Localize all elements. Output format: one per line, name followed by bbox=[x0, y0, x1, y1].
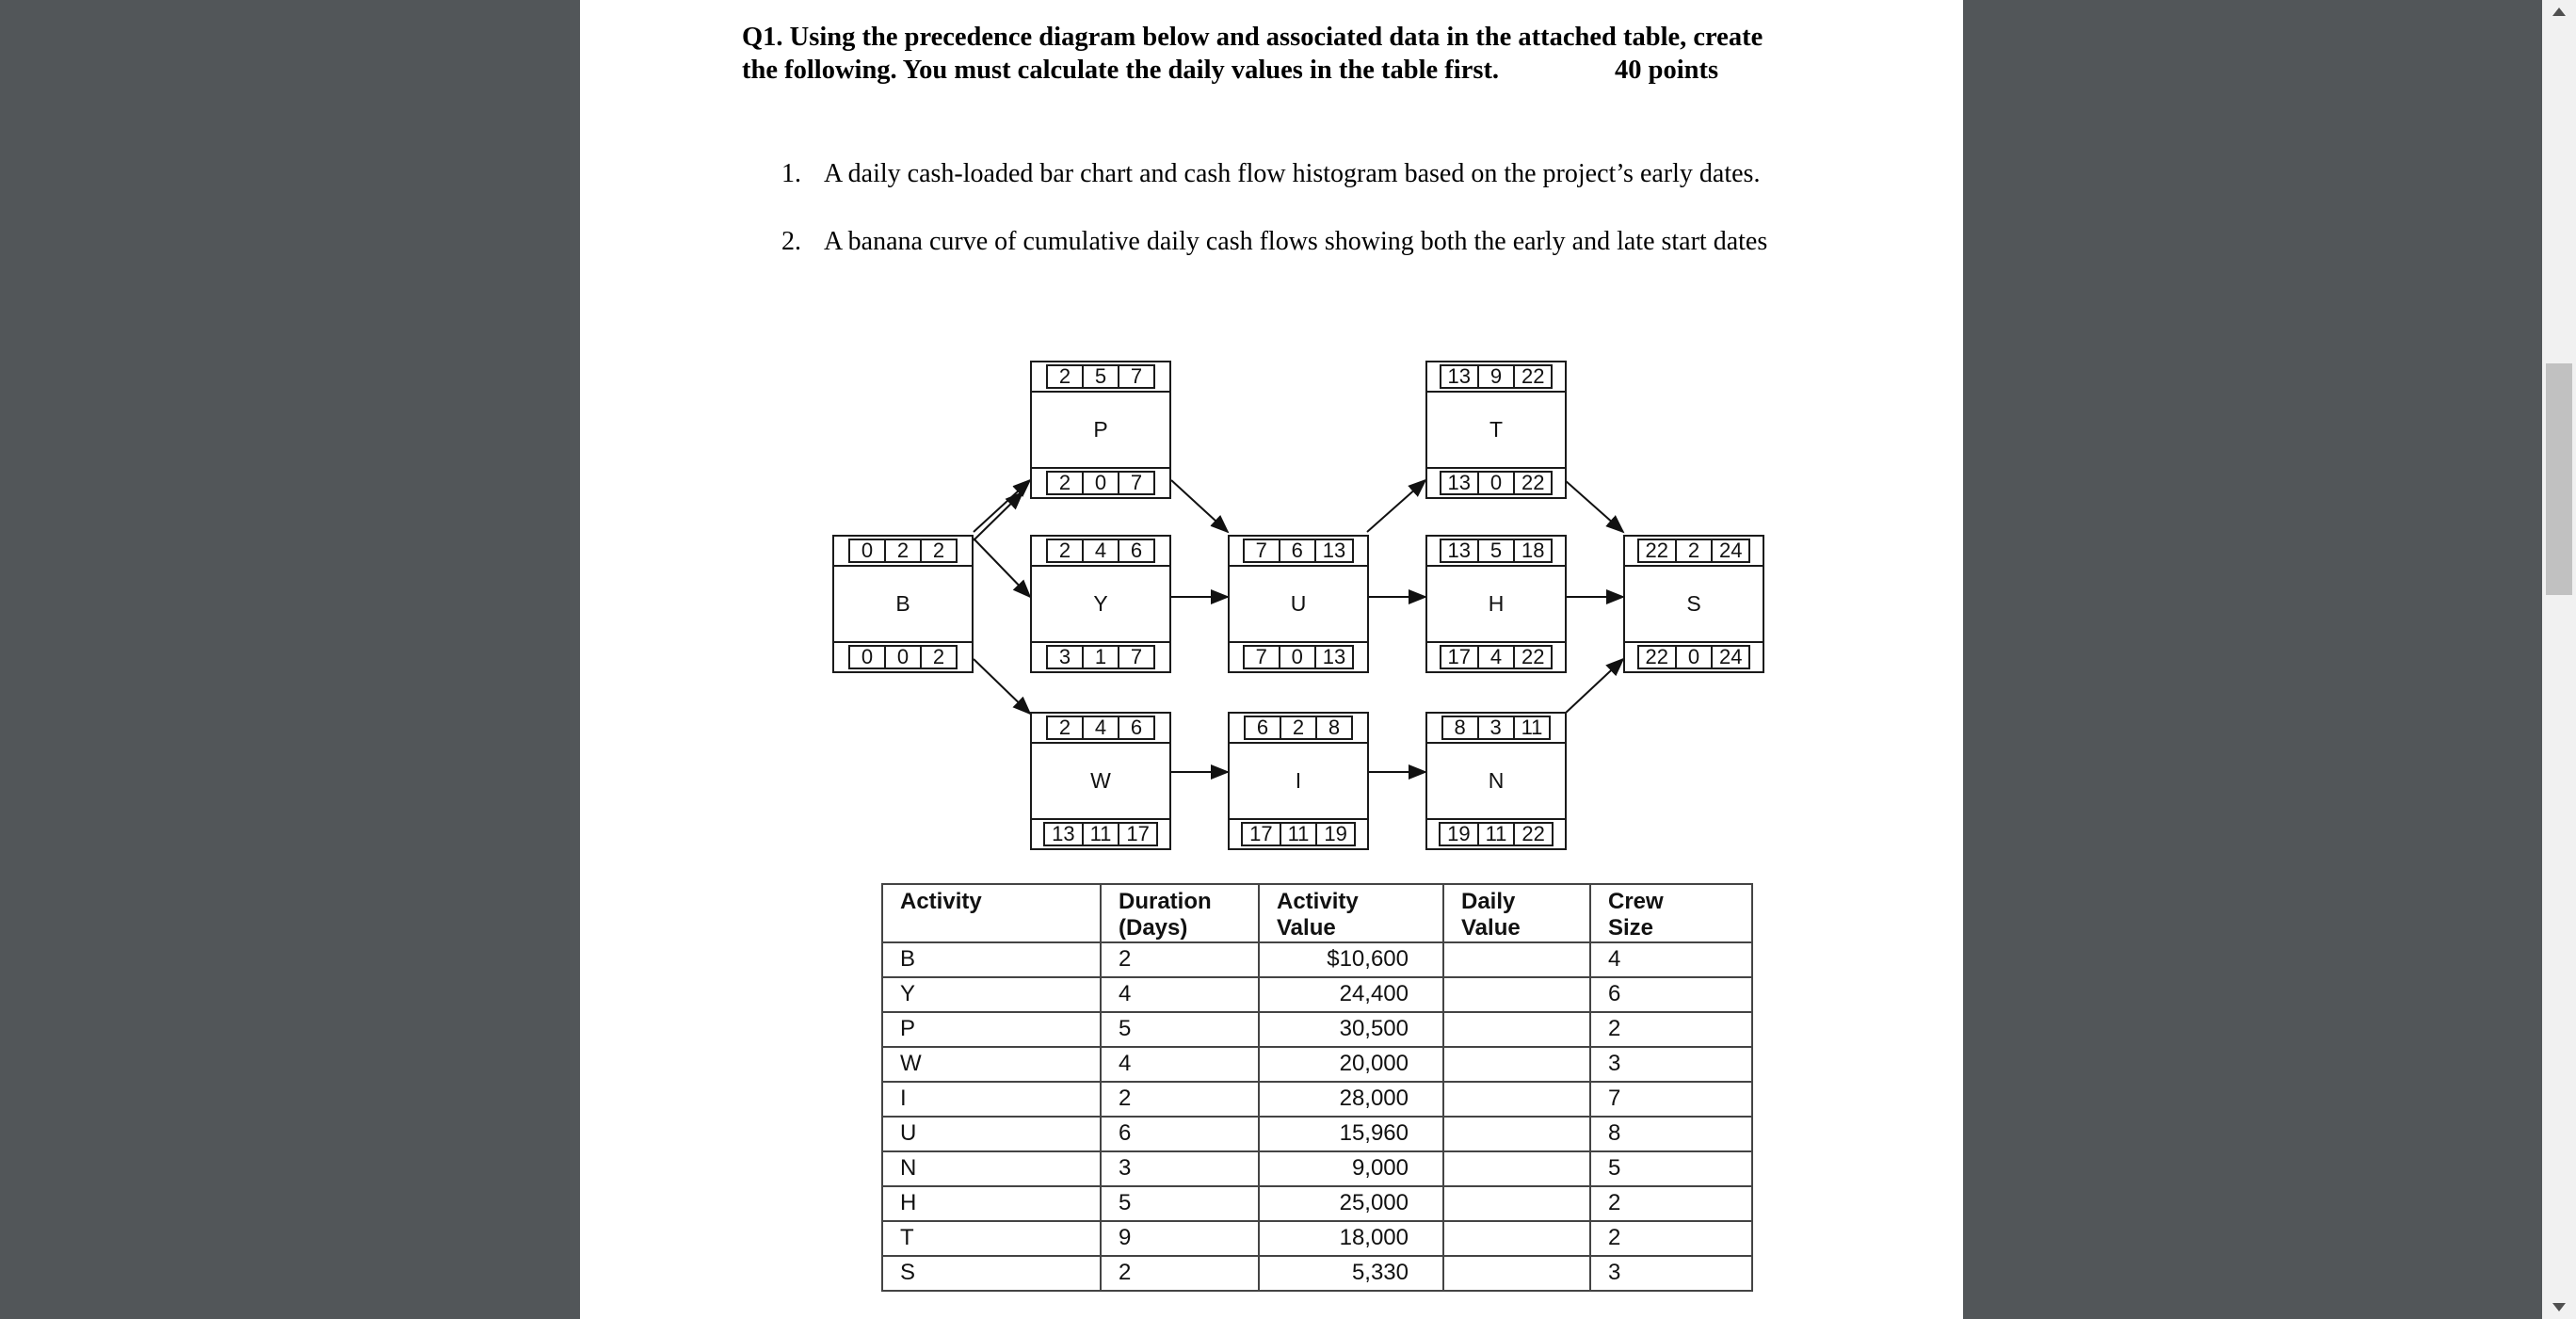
header-text: Crew bbox=[1608, 889, 1664, 914]
early-start: 8 bbox=[1443, 717, 1479, 738]
float: 0 bbox=[1280, 647, 1316, 668]
activity-node-n bbox=[1425, 712, 1567, 850]
cell-daily-value bbox=[1443, 1186, 1590, 1221]
cell-crew-size: 2 bbox=[1590, 1186, 1752, 1221]
table-row bbox=[882, 1047, 1752, 1082]
duration: 4 bbox=[1084, 717, 1119, 738]
late-start: 17 bbox=[1441, 647, 1479, 668]
activity-node-t bbox=[1425, 361, 1567, 499]
early-start: 13 bbox=[1441, 366, 1479, 387]
arrow-n-s bbox=[1565, 659, 1623, 714]
activity-node-u bbox=[1228, 535, 1369, 673]
late-start: 22 bbox=[1639, 647, 1677, 668]
activity-label: B bbox=[834, 565, 972, 643]
cell-activity: S bbox=[882, 1256, 1101, 1291]
cell-activity-value: 15,960 bbox=[1259, 1117, 1443, 1151]
cell-activity: B bbox=[882, 942, 1101, 977]
early-start: 2 bbox=[1048, 540, 1084, 561]
early-start: 6 bbox=[1246, 717, 1281, 738]
arrow-p-u bbox=[1171, 480, 1228, 532]
cell-crew-size: 8 bbox=[1590, 1117, 1752, 1151]
late-finish: 17 bbox=[1126, 822, 1150, 845]
cell-daily-value bbox=[1443, 977, 1590, 1012]
table-row bbox=[882, 1151, 1752, 1186]
late-finish: 22 bbox=[1521, 645, 1545, 668]
late-finish: 7 bbox=[1130, 471, 1143, 494]
late-finish: 7 bbox=[1130, 645, 1143, 668]
cell-duration: 2 bbox=[1101, 1082, 1259, 1117]
float: 11 bbox=[1084, 824, 1120, 844]
arrow-u-t bbox=[1367, 480, 1425, 532]
late-start: 19 bbox=[1441, 824, 1478, 844]
activity-label: W bbox=[1032, 742, 1169, 820]
early-start: 0 bbox=[850, 540, 886, 561]
cell-duration: 9 bbox=[1101, 1221, 1259, 1256]
activity-label: U bbox=[1230, 565, 1367, 643]
cell-duration: 5 bbox=[1101, 1186, 1259, 1221]
cell-daily-value bbox=[1443, 1047, 1590, 1082]
cell-activity: N bbox=[882, 1151, 1101, 1186]
question-line-1: Q1. Using the precedence diagram below and associated data in the attached table, create bbox=[742, 23, 1763, 52]
document-page bbox=[580, 0, 1963, 1319]
cell-activity-value: $10,600 bbox=[1259, 942, 1443, 977]
cell-activity-value: 5,330 bbox=[1259, 1256, 1443, 1291]
cell-crew-size: 3 bbox=[1590, 1047, 1752, 1082]
header-text: Duration bbox=[1119, 889, 1212, 914]
cell-daily-value bbox=[1443, 1012, 1590, 1047]
cell-activity-value: 24,400 bbox=[1259, 977, 1443, 1012]
activity-node-w bbox=[1030, 712, 1171, 850]
float: 0 bbox=[1677, 647, 1713, 668]
late-finish: 22 bbox=[1521, 471, 1545, 494]
early-finish: 7 bbox=[1130, 364, 1143, 388]
header-daily-value bbox=[1443, 884, 1590, 942]
activity-label: S bbox=[1625, 565, 1763, 643]
task-text: A banana curve of cumulative daily cash flows showing both the early and late start dates bbox=[824, 227, 1768, 256]
arrow-t-s bbox=[1565, 480, 1623, 532]
float: 0 bbox=[886, 647, 922, 668]
header-text: Value bbox=[1461, 915, 1521, 941]
cell-activity-value: 20,000 bbox=[1259, 1047, 1443, 1082]
late-finish: 19 bbox=[1324, 822, 1347, 845]
header-text: Value bbox=[1277, 915, 1336, 941]
cell-activity: Y bbox=[882, 977, 1101, 1012]
early-start: 2 bbox=[1048, 717, 1084, 738]
cell-duration: 4 bbox=[1101, 977, 1259, 1012]
duration: 3 bbox=[1479, 717, 1515, 738]
table-row bbox=[882, 1221, 1752, 1256]
float: 1 bbox=[1084, 647, 1119, 668]
header-text: Activity bbox=[1277, 889, 1359, 914]
late-start: 2 bbox=[1048, 473, 1084, 493]
duration: 5 bbox=[1479, 540, 1515, 561]
early-start: 2 bbox=[1048, 366, 1084, 387]
cell-activity-value: 28,000 bbox=[1259, 1082, 1443, 1117]
cell-crew-size: 2 bbox=[1590, 1012, 1752, 1047]
question-line-2: the following. You must calculate the daily values in the table first. bbox=[742, 56, 1500, 85]
arrow-b-w bbox=[974, 659, 1030, 714]
cell-crew-size: 7 bbox=[1590, 1082, 1752, 1117]
cell-duration: 4 bbox=[1101, 1047, 1259, 1082]
early-finish: 2 bbox=[932, 539, 945, 562]
activity-label: T bbox=[1427, 391, 1565, 469]
activity-node-p bbox=[1030, 361, 1171, 499]
cell-daily-value bbox=[1443, 1221, 1590, 1256]
cell-duration: 2 bbox=[1101, 1256, 1259, 1291]
duration: 4 bbox=[1084, 540, 1119, 561]
cell-crew-size: 4 bbox=[1590, 942, 1752, 977]
header-activity bbox=[882, 884, 1101, 942]
early-finish: 24 bbox=[1719, 539, 1743, 562]
duration: 2 bbox=[886, 540, 922, 561]
late-finish: 13 bbox=[1322, 645, 1346, 668]
table-header-row bbox=[882, 884, 1752, 942]
table-row bbox=[882, 1256, 1752, 1291]
late-start: 17 bbox=[1243, 824, 1280, 844]
float: 11 bbox=[1281, 824, 1318, 844]
float: 11 bbox=[1479, 824, 1516, 844]
duration: 2 bbox=[1677, 540, 1713, 561]
header-text: Activity bbox=[900, 889, 982, 914]
activity-label: H bbox=[1427, 565, 1565, 643]
early-start: 13 bbox=[1441, 540, 1479, 561]
cell-activity-value: 25,000 bbox=[1259, 1186, 1443, 1221]
header-activity-value bbox=[1259, 884, 1443, 942]
table-row bbox=[882, 1186, 1752, 1221]
late-start: 13 bbox=[1441, 473, 1479, 493]
activity-node-i bbox=[1228, 712, 1369, 850]
cell-activity: U bbox=[882, 1117, 1101, 1151]
table-row bbox=[882, 1082, 1752, 1117]
float: 0 bbox=[1479, 473, 1515, 493]
activity-label: P bbox=[1032, 391, 1169, 469]
header-text: Daily bbox=[1461, 889, 1516, 914]
cell-crew-size: 3 bbox=[1590, 1256, 1752, 1291]
early-finish: 8 bbox=[1328, 716, 1341, 739]
early-finish: 6 bbox=[1130, 539, 1143, 562]
duration: 2 bbox=[1281, 717, 1317, 738]
cell-daily-value bbox=[1443, 1151, 1590, 1186]
table-row bbox=[882, 1012, 1752, 1047]
cell-duration: 5 bbox=[1101, 1012, 1259, 1047]
duration: 5 bbox=[1084, 366, 1119, 387]
early-finish: 6 bbox=[1130, 716, 1143, 739]
duration: 9 bbox=[1479, 366, 1515, 387]
scrollbar-thumb[interactable] bbox=[2546, 363, 2572, 595]
task-number: 2. bbox=[781, 227, 801, 256]
question-points: 40 points bbox=[1615, 56, 1719, 85]
header-text: (Days) bbox=[1119, 915, 1188, 941]
task-text: A daily cash-loaded bar chart and cash flow histogram based on the project’s early dates. bbox=[824, 159, 1761, 188]
cell-activity: W bbox=[882, 1047, 1101, 1082]
cell-activity: T bbox=[882, 1221, 1101, 1256]
cell-duration: 6 bbox=[1101, 1117, 1259, 1151]
header-duration bbox=[1101, 884, 1259, 942]
activity-label: Y bbox=[1032, 565, 1169, 643]
cell-activity-value: 18,000 bbox=[1259, 1221, 1443, 1256]
activity-label: I bbox=[1230, 742, 1367, 820]
float: 0 bbox=[1084, 473, 1119, 493]
activity-data-table bbox=[881, 883, 1753, 1292]
scroll-up-arrow-icon[interactable] bbox=[2552, 8, 2566, 16]
cell-activity: P bbox=[882, 1012, 1101, 1047]
scroll-down-arrow-icon[interactable] bbox=[2552, 1303, 2566, 1311]
late-start: 3 bbox=[1048, 647, 1084, 668]
table-row bbox=[882, 1117, 1752, 1151]
late-finish: 22 bbox=[1521, 822, 1545, 845]
early-finish: 13 bbox=[1322, 539, 1346, 562]
cell-daily-value bbox=[1443, 1117, 1590, 1151]
activity-node-s bbox=[1623, 535, 1764, 673]
cell-daily-value bbox=[1443, 1082, 1590, 1117]
header-text: Size bbox=[1608, 915, 1654, 941]
cell-crew-size: 6 bbox=[1590, 977, 1752, 1012]
late-start: 0 bbox=[850, 647, 886, 668]
vertical-scrollbar[interactable] bbox=[2542, 0, 2576, 1319]
activity-node-y bbox=[1030, 535, 1171, 673]
cell-activity: I bbox=[882, 1082, 1101, 1117]
header-crew-size bbox=[1590, 884, 1752, 942]
early-start: 7 bbox=[1245, 540, 1280, 561]
cell-activity: H bbox=[882, 1186, 1101, 1221]
table-row bbox=[882, 977, 1752, 1012]
late-finish: 24 bbox=[1719, 645, 1743, 668]
activity-node-h bbox=[1425, 535, 1567, 673]
task-number: 1. bbox=[781, 159, 801, 188]
late-start: 7 bbox=[1245, 647, 1280, 668]
cell-crew-size: 5 bbox=[1590, 1151, 1752, 1186]
cell-activity-value: 9,000 bbox=[1259, 1151, 1443, 1186]
early-finish: 18 bbox=[1521, 539, 1545, 562]
cell-daily-value bbox=[1443, 942, 1590, 977]
early-finish: 22 bbox=[1521, 364, 1545, 388]
cell-duration: 3 bbox=[1101, 1151, 1259, 1186]
arrow-b-p bbox=[974, 480, 1030, 532]
cell-duration: 2 bbox=[1101, 942, 1259, 977]
cell-crew-size: 2 bbox=[1590, 1221, 1752, 1256]
early-start: 22 bbox=[1639, 540, 1677, 561]
late-start: 13 bbox=[1045, 824, 1083, 844]
table-row bbox=[882, 942, 1752, 977]
late-finish: 2 bbox=[932, 645, 945, 668]
cell-activity-value: 30,500 bbox=[1259, 1012, 1443, 1047]
duration: 6 bbox=[1280, 540, 1316, 561]
early-finish: 11 bbox=[1521, 716, 1543, 739]
activity-node-b bbox=[832, 535, 974, 673]
activity-label: N bbox=[1427, 742, 1565, 820]
cell-daily-value bbox=[1443, 1256, 1590, 1291]
float: 4 bbox=[1479, 647, 1515, 668]
